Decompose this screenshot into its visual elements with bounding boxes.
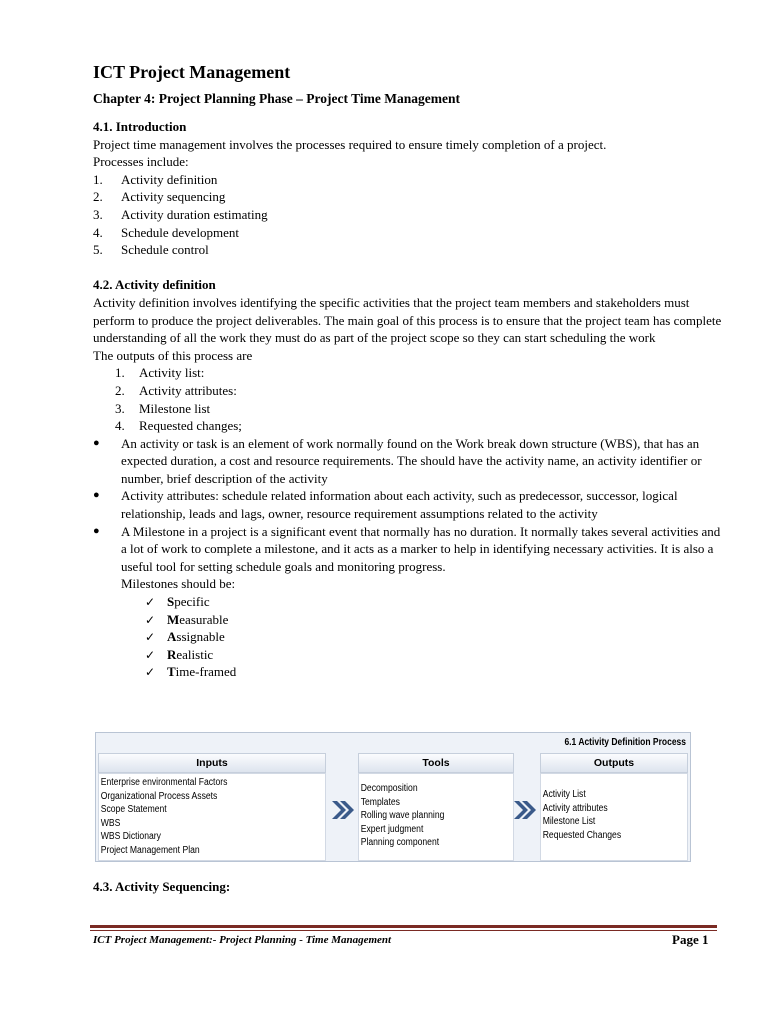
checkmark-icon: ✓ bbox=[145, 595, 156, 610]
outputs-intro: The outputs of this process are bbox=[93, 347, 253, 363]
checklist-item bbox=[145, 593, 723, 611]
input-item: Scope Statement bbox=[100, 804, 167, 816]
criteria-rest: ime-framed bbox=[175, 664, 237, 680]
bullet-item bbox=[93, 487, 723, 522]
list-item bbox=[93, 364, 723, 382]
bullet-text: A Milestone in a project is a significant event that normally has no duration. It normally takes several activities and a lot of work to complete a milestone, and it acts as a marker to help in identifying necessary activities. It is also a useful tool for setting schedule goals and monitoring progress. bbox=[121, 523, 721, 574]
tool-item: Planning component bbox=[360, 837, 440, 849]
input-item: WBS Dictionary bbox=[100, 831, 161, 843]
bullet-text: An activity or task is an element of work normally found on the Work break down structure (WBS), that has an expected duration, a cost and resource requirements. The should have the activity name, an activity identifier or number, brief description of the activity bbox=[121, 435, 702, 486]
checklist-item bbox=[145, 663, 723, 681]
list-item bbox=[93, 417, 723, 435]
criteria-initial: A bbox=[167, 629, 177, 645]
section-heading-activity-sequencing: 4.3. Activity Sequencing: bbox=[93, 879, 231, 894]
output-item: Activity List bbox=[542, 789, 586, 800]
list-item bbox=[93, 241, 723, 259]
checklist-item bbox=[145, 628, 723, 646]
output-item: Requested Changes bbox=[542, 829, 622, 841]
milestone-criteria-list bbox=[93, 593, 723, 681]
list-label: Activity list: bbox=[139, 365, 205, 381]
list-item bbox=[93, 206, 723, 224]
tool-item: Expert judgment bbox=[360, 823, 424, 835]
list-number: 1. bbox=[115, 365, 125, 381]
inputs-header: Inputs bbox=[98, 753, 326, 773]
checkmark-icon: ✓ bbox=[145, 630, 156, 645]
checklist-item bbox=[145, 611, 723, 629]
outputs-header: Outputs bbox=[540, 753, 688, 773]
bullet-item bbox=[93, 435, 723, 488]
list-label: Activity definition bbox=[121, 171, 218, 187]
diagram-title: 6.1 Activity Definition Process bbox=[564, 737, 686, 748]
milestones-intro: Milestones should be: bbox=[121, 576, 236, 592]
list-label: Schedule control bbox=[121, 242, 209, 258]
list-item bbox=[93, 171, 723, 189]
tool-item: Decomposition bbox=[360, 783, 418, 794]
list-label: Milestone list bbox=[139, 400, 211, 416]
list-number: 1. bbox=[93, 171, 103, 187]
document-page bbox=[93, 58, 723, 681]
definition-bullets bbox=[93, 435, 723, 593]
inputs-box bbox=[98, 773, 326, 861]
outputs-list bbox=[93, 364, 723, 434]
double-chevron-arrow-icon bbox=[330, 799, 356, 821]
bullet-icon: ● bbox=[93, 524, 100, 537]
list-label: Activity sequencing bbox=[121, 189, 226, 205]
criteria-rest: easurable bbox=[179, 611, 229, 627]
checkmark-icon: ✓ bbox=[145, 647, 156, 662]
activity-definition-process-diagram bbox=[95, 732, 691, 862]
section-heading-activity-definition: 4.2. Activity definition bbox=[93, 277, 216, 293]
criteria-rest: pecific bbox=[174, 594, 210, 610]
list-item bbox=[93, 382, 723, 400]
list-item bbox=[93, 224, 723, 242]
criteria-rest: ealistic bbox=[176, 646, 214, 662]
processes-intro: Processes include: bbox=[93, 154, 189, 170]
checklist-item bbox=[145, 646, 723, 664]
tools-box bbox=[358, 773, 514, 861]
input-item: WBS bbox=[100, 817, 121, 829]
bullet-icon: ● bbox=[93, 436, 100, 449]
outputs-box bbox=[540, 773, 688, 861]
chapter-title: Chapter 4: Project Planning Phase – Project Time Management bbox=[93, 91, 460, 106]
criteria-rest: ssignable bbox=[176, 629, 225, 645]
list-label: Activity attributes: bbox=[139, 382, 237, 398]
list-number: 3. bbox=[115, 400, 125, 416]
tools-header: Tools bbox=[358, 753, 514, 773]
intro-paragraph: Project time management involves the processes required to ensure timely completion of a project. bbox=[93, 136, 607, 152]
checkmark-icon: ✓ bbox=[145, 612, 156, 627]
list-number: 2. bbox=[93, 189, 103, 205]
list-item bbox=[93, 400, 723, 418]
criteria-initial: M bbox=[167, 611, 180, 627]
list-label: Activity duration estimating bbox=[121, 206, 268, 222]
input-item: Organizational Process Assets bbox=[100, 790, 218, 802]
footer-rule bbox=[90, 925, 717, 928]
bullet-text: Activity attributes: schedule related information about each activity, such as predecessor, successor, logical relationship, leads and lags, owner, resource requirement assumptions related to the activity bbox=[121, 488, 678, 522]
list-label: Schedule development bbox=[121, 224, 240, 240]
process-list bbox=[93, 171, 723, 259]
checkmark-icon: ✓ bbox=[145, 665, 156, 680]
bullet-icon: ● bbox=[93, 489, 100, 502]
tool-item: Templates bbox=[360, 796, 400, 808]
criteria-initial: S bbox=[167, 594, 175, 610]
list-number: 2. bbox=[115, 382, 125, 398]
bullet-item bbox=[93, 523, 723, 593]
footer-rule-thin bbox=[90, 930, 717, 931]
criteria-initial: T bbox=[167, 664, 176, 680]
section-heading-introduction: 4.1. Introduction bbox=[93, 119, 187, 134]
criteria-initial: R bbox=[167, 646, 177, 662]
output-item: Milestone List bbox=[542, 816, 596, 828]
document-title: ICT Project Management bbox=[93, 62, 291, 82]
tool-item: Rolling wave planning bbox=[360, 810, 445, 822]
input-item: Project Management Plan bbox=[100, 844, 200, 856]
double-chevron-arrow-icon bbox=[512, 799, 538, 821]
definition-paragraph: Activity definition involves identifying the specific activities that the project team members and stakeholders must perform to produce the project deliverables. The main goal of this process is to ensure that the project team has complete understanding of all the work they must do as part of the project scope so they can start scheduling the work bbox=[93, 294, 722, 346]
list-label: Requested changes; bbox=[139, 418, 242, 434]
footer-title: ICT Project Management:- Project Planning - Time Management bbox=[93, 934, 392, 946]
list-number: 4. bbox=[115, 418, 125, 434]
list-number: 5. bbox=[93, 242, 103, 258]
output-item: Activity attributes bbox=[542, 802, 608, 814]
list-item bbox=[93, 188, 723, 206]
list-number: 4. bbox=[93, 224, 103, 240]
page-number: Page 1 bbox=[672, 932, 709, 947]
input-item: Enterprise environmental Factors bbox=[100, 777, 228, 788]
list-number: 3. bbox=[93, 206, 103, 222]
